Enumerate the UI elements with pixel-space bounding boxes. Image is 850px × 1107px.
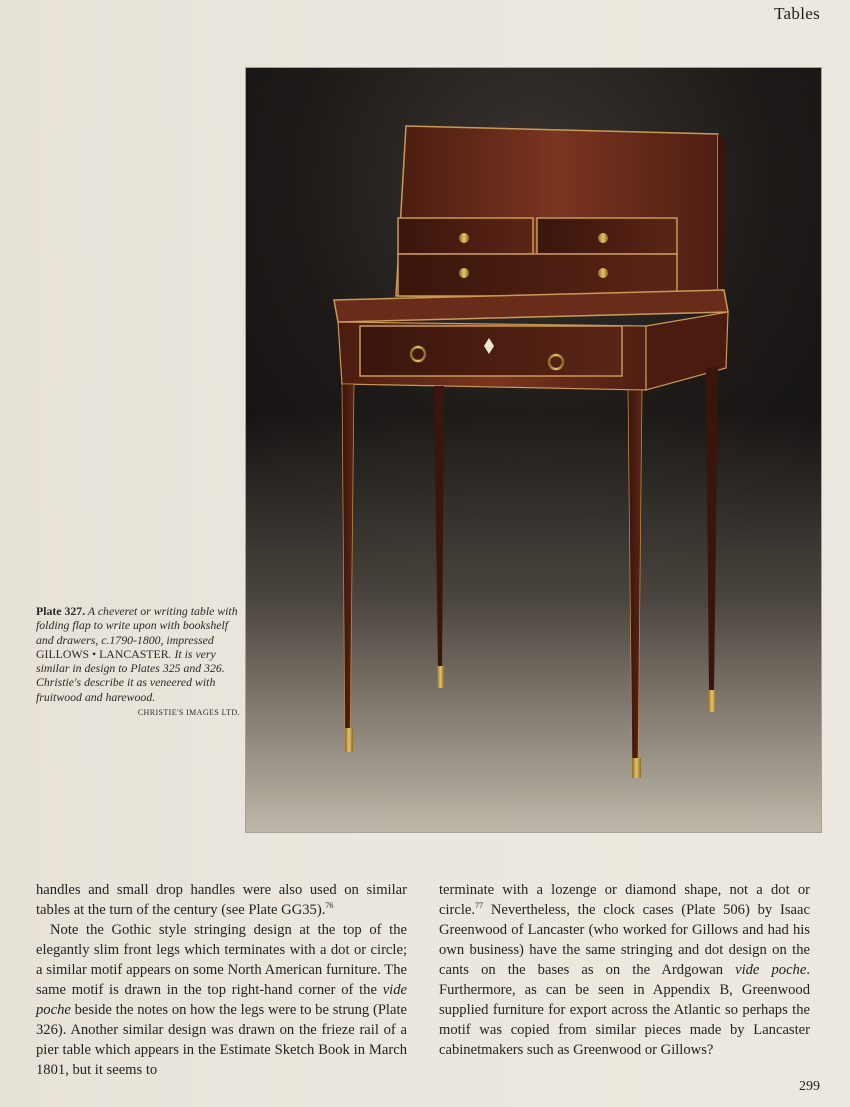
paragraph-text: terminate with a lozenge or diamond shape, not a dot or circle. bbox=[439, 882, 810, 918]
plate-caption bbox=[36, 604, 240, 720]
drawer-handle bbox=[598, 233, 608, 243]
paragraph-text: beside the notes on how the legs were to be strung (Plate 326). Another similar design was drawn on the frieze rail of a pier table which appears in the Estimate Sketch Book in March 1801, but it seems to bbox=[36, 1002, 407, 1078]
page-number: 299 bbox=[799, 1079, 820, 1094]
back-right-leg bbox=[706, 366, 718, 692]
drawer-handle bbox=[459, 233, 469, 243]
back-left-leg bbox=[434, 386, 444, 668]
brass-toe-cap bbox=[708, 690, 716, 712]
drawer-handle bbox=[459, 268, 469, 278]
table-top bbox=[334, 290, 728, 322]
middle-drawer bbox=[398, 254, 677, 296]
italic-term: vide poche bbox=[36, 982, 407, 1018]
paragraph bbox=[439, 880, 810, 1060]
drawer-handle bbox=[598, 268, 608, 278]
brass-toe-cap bbox=[345, 728, 353, 752]
footnote-marker: 76 bbox=[325, 901, 334, 911]
front-right-leg bbox=[628, 390, 642, 768]
cheveret-table-illustration bbox=[246, 68, 821, 832]
paragraph-text: . Furthermore, as can be seen in Appendix B, Greenwood supplied furniture for export across the Atlantic so perhaps the motif was copied from similar pieces made by Lancaster cabinetmakers such as Greenwood or Gillows? bbox=[439, 962, 810, 1058]
body-column-left bbox=[36, 880, 407, 1080]
plate-photograph bbox=[245, 67, 822, 833]
caption-text: A cheveret or writing table with folding flap to write upon with bookshelf and drawers, c.1790-1800, impressed bbox=[36, 604, 238, 647]
brass-toe-cap bbox=[437, 666, 444, 688]
caption-text-continued: . It is very similar in design to Plates 325 and 326. Christie's describe it as veneered with fruitwood and harewood. bbox=[36, 646, 225, 704]
paragraph-text: Nevertheless, the clock cases (Plate 506) by Isaac Greenwood of Lancaster (who worked for Gillows and had his own business) have the same stringing and dot design on the cants on the bases as on the Ardgowan bbox=[439, 902, 810, 978]
front-left-leg bbox=[342, 384, 354, 750]
paragraph bbox=[36, 880, 407, 920]
footnote-marker: 77 bbox=[475, 901, 484, 911]
plate-number: Plate 327. bbox=[36, 604, 86, 618]
maker-mark: GILLOWS • LANCASTER bbox=[36, 646, 169, 661]
paragraph-text: Note the Gothic style stringing design at the top of the elegantly slim front legs which terminates with a dot or circle; a similar motif appears on some North American furniture. The same motif is drawn in the top right-hand corner of the bbox=[36, 922, 407, 998]
italic-term: vide poche bbox=[735, 962, 807, 978]
running-head: Tables bbox=[774, 4, 820, 23]
frieze-drawer bbox=[360, 326, 622, 376]
brass-toe-cap bbox=[632, 758, 641, 778]
image-credit: CHRISTIE'S IMAGES LTD. bbox=[137, 708, 240, 718]
paragraph-text: handles and small drop handles were also used on similar tables at the turn of the century (see Plate GG35). bbox=[36, 882, 407, 918]
shelf-side-right bbox=[718, 134, 726, 300]
paragraph bbox=[36, 920, 407, 1080]
body-column-right bbox=[439, 880, 810, 1060]
